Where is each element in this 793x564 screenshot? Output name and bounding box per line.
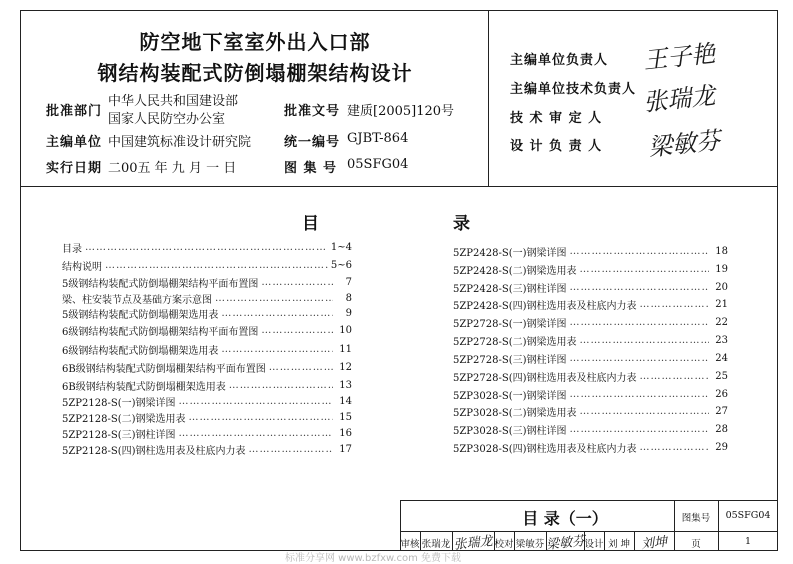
signature-design: 梁敏芬	[646, 126, 722, 162]
toc-heading-left: 目	[302, 214, 319, 234]
title-block-design-signature: 刘坤	[640, 534, 668, 553]
impl-date-value: 二00五 年 九 月 一 日	[108, 161, 237, 176]
responsible-label-review: 技 术 审 定 人	[510, 111, 603, 126]
toc-entry-title: 5级钢结构装配式防倒塌棚架选用表	[62, 310, 219, 321]
toc-leader	[640, 299, 709, 310]
unified-no-label: 统一编号	[284, 135, 341, 150]
title-block-design-label: 设计	[584, 539, 604, 550]
toc-entry[interactable]	[453, 296, 728, 313]
toc-entry[interactable]	[62, 257, 352, 274]
approve-doc-value: 建质[2005]120号	[347, 104, 455, 119]
toc-entry[interactable]	[453, 332, 728, 349]
toc-entry-page: 19	[715, 264, 728, 275]
toc-leader	[221, 308, 333, 319]
toc-entry-page: 5~6	[330, 260, 352, 271]
toc-entry-title: 5ZP2428-S(四)钢柱选用表及柱底内力表	[453, 301, 637, 312]
toc-leader	[570, 282, 709, 293]
title-block-atlas-label: 图集号	[681, 513, 711, 524]
toc-entry-page: 25	[715, 371, 728, 382]
toc-entry-title: 5ZP2428-S(一)钢梁详图	[453, 248, 567, 259]
toc-entry-title: 5ZP2728-S(二)钢梁选用表	[453, 337, 577, 348]
toc-entry-page: 9	[345, 308, 352, 319]
toc-entry[interactable]	[62, 305, 352, 322]
toc-entry-title: 6级钢结构装配式防倒塌棚架选用表	[62, 346, 219, 357]
toc-leader	[221, 344, 333, 355]
toc-entry-page: 18	[715, 246, 728, 257]
title-line-2: 钢结构装配式防倒塌棚架结构设计	[97, 61, 413, 85]
toc-entry[interactable]	[62, 377, 352, 394]
toc-entry-title: 5ZP2128-S(三)钢柱详图	[62, 430, 176, 441]
responsible-label-editor-unit: 主编单位负责人	[510, 53, 609, 68]
toc-entry-title: 5ZP2728-S(三)钢柱详图	[453, 355, 567, 366]
signature-tech: 张瑞龙	[641, 81, 717, 117]
toc-entry-title: 5级钢结构装配式防倒塌棚架结构平面布置图	[62, 279, 259, 290]
impl-date-label: 实行日期	[46, 161, 103, 176]
toc-leader	[105, 260, 328, 271]
toc-entry[interactable]	[453, 421, 728, 438]
toc-entry[interactable]	[453, 350, 728, 367]
toc-entry-title: 梁、柱安装节点及基础方案示意图	[62, 295, 212, 306]
title-block-review-label: 审核	[400, 539, 420, 550]
toc-entry-title: 6B级钢结构装配式防倒塌棚架结构平面布置图	[62, 364, 266, 375]
approve-dept-value-1: 中华人民共和国建设部	[108, 94, 239, 109]
toc-entry[interactable]	[62, 393, 352, 410]
title-block-review-name: 张瑞龙	[421, 539, 451, 550]
toc-entry-page: 16	[339, 428, 352, 439]
toc-entry-page: 13	[339, 380, 352, 391]
toc-entry-title: 目录	[62, 244, 82, 255]
toc-leader	[179, 396, 333, 407]
toc-leader	[179, 428, 333, 439]
toc-entry[interactable]	[453, 386, 728, 403]
title-block-check-signature: 梁敏芬	[545, 533, 586, 553]
toc-entry[interactable]	[453, 314, 728, 331]
toc-entry-title: 5ZP2428-S(二)钢梁选用表	[453, 266, 577, 277]
toc-leader	[570, 389, 709, 400]
title-block-top	[400, 500, 778, 501]
toc-entry[interactable]	[62, 322, 352, 339]
toc-entry-page: 14	[339, 396, 352, 407]
atlas-no-value: 05SFG04	[347, 157, 409, 172]
signature-editor-unit: 王子艳	[641, 39, 717, 75]
toc-entry[interactable]	[62, 239, 352, 256]
toc-leader	[261, 277, 333, 288]
toc-entry-title: 6级钢结构装配式防倒塌棚架结构平面布置图	[62, 327, 259, 338]
toc-entry-title: 5ZP2128-S(二)钢梁选用表	[62, 414, 186, 425]
toc-entry-page: 21	[715, 299, 728, 310]
toc-entry-page: 8	[345, 293, 352, 304]
header-divider	[20, 186, 778, 187]
toc-entry[interactable]	[62, 359, 352, 376]
toc-leader	[570, 424, 709, 435]
toc-entry-page: 10	[339, 325, 352, 336]
toc-entry-title: 6B级钢结构装配式防倒塌棚架选用表	[62, 382, 226, 393]
toc-entry-page: 7	[345, 277, 352, 288]
toc-leader	[640, 371, 709, 382]
title-block-design-name: 刘 坤	[607, 539, 631, 550]
toc-leader	[580, 335, 709, 346]
toc-leader	[640, 442, 709, 453]
toc-entry-title: 5ZP2728-S(四)钢柱选用表及柱底内力表	[453, 373, 637, 384]
toc-leader	[85, 242, 328, 253]
title-block-title: 目 录（一）	[522, 509, 608, 528]
toc-entry-page: 24	[715, 353, 728, 364]
watermark: 标准分享网 www.bzfxw.com 免费下载	[285, 553, 461, 564]
toc-entry-title: 5ZP3028-S(一)钢梁详图	[453, 391, 567, 402]
editor-unit-label: 主编单位	[46, 135, 103, 150]
toc-entry-title: 5ZP3028-S(二)钢梁选用表	[453, 408, 577, 419]
toc-entry[interactable]	[453, 403, 728, 420]
approve-dept-label: 批准部门	[46, 104, 103, 119]
toc-entry-page: 15	[339, 412, 352, 423]
toc-entry-page: 11	[339, 344, 352, 355]
toc-leader	[570, 353, 709, 364]
toc-heading-right: 录	[453, 214, 470, 234]
toc-leader	[580, 406, 709, 417]
toc-entry[interactable]	[453, 243, 728, 260]
atlas-no-label: 图 集 号	[284, 161, 338, 176]
toc-entry[interactable]	[62, 274, 352, 291]
toc-leader	[249, 444, 333, 455]
title-block-check-name: 梁敏芬	[515, 539, 545, 550]
toc-entry-page: 20	[715, 282, 728, 293]
toc-leader	[580, 264, 709, 275]
approve-doc-label: 批准文号	[284, 104, 341, 119]
toc-entry-page: 23	[715, 335, 728, 346]
title-block-review-signature: 张瑞龙	[453, 533, 494, 553]
toc-entry-page: 12	[339, 362, 352, 373]
toc-entry-page: 17	[339, 444, 352, 455]
toc-entry[interactable]	[62, 441, 352, 458]
editor-unit-value: 中国建筑标准设计研究院	[108, 135, 252, 150]
toc-leader	[215, 293, 333, 304]
toc-leader	[269, 362, 333, 373]
toc-entry-page: 29	[715, 442, 728, 453]
title-line-1: 防空地下室室外出入口部	[139, 30, 371, 54]
toc-leader	[229, 380, 333, 391]
toc-entry-title: 5ZP2128-S(四)钢柱选用表及柱底内力表	[62, 446, 246, 457]
toc-entry-page: 28	[715, 424, 728, 435]
title-block-page-value: 1	[744, 536, 752, 547]
toc-entry-page: 22	[715, 317, 728, 328]
toc-entry-page: 27	[715, 406, 728, 417]
toc-leader	[570, 317, 709, 328]
unified-no-value: GJBT-864	[347, 131, 409, 146]
toc-leader	[570, 246, 709, 257]
title-block-atlas-value: 05SFG04	[725, 510, 771, 521]
toc-entry[interactable]	[62, 425, 352, 442]
toc-entry[interactable]	[453, 439, 728, 456]
toc-entry-title: 结构说明	[62, 262, 102, 273]
toc-leader	[261, 325, 333, 336]
toc-entry-title: 5ZP2728-S(一)钢梁详图	[453, 319, 567, 330]
toc-entry[interactable]	[453, 279, 728, 296]
toc-entry-title: 5ZP3028-S(四)钢柱选用表及柱底内力表	[453, 444, 637, 455]
toc-entry-title: 5ZP3028-S(三)钢柱详图	[453, 426, 567, 437]
approve-dept-value-2: 国家人民防空办公室	[108, 112, 226, 127]
toc-entry[interactable]	[62, 341, 352, 358]
responsible-label-design: 设 计 负 责 人	[510, 139, 603, 154]
header-column-divider	[488, 10, 489, 186]
toc-entry-title: 5ZP2428-S(三)钢柱详图	[453, 284, 567, 295]
toc-entry[interactable]	[62, 409, 352, 426]
title-block-mid-rule	[400, 531, 778, 532]
toc-entry[interactable]	[453, 368, 728, 385]
toc-entry-page: 26	[715, 389, 728, 400]
title-block-page-label: 页	[691, 539, 701, 550]
toc-entry-page: 1~4	[330, 242, 352, 253]
toc-leader	[189, 412, 333, 423]
toc-entry-title: 5ZP2128-S(一)钢梁详图	[62, 398, 176, 409]
responsible-label-tech: 主编单位技术负责人	[510, 82, 637, 97]
title-block-check-label: 校对	[494, 539, 514, 550]
toc-entry[interactable]	[453, 261, 728, 278]
